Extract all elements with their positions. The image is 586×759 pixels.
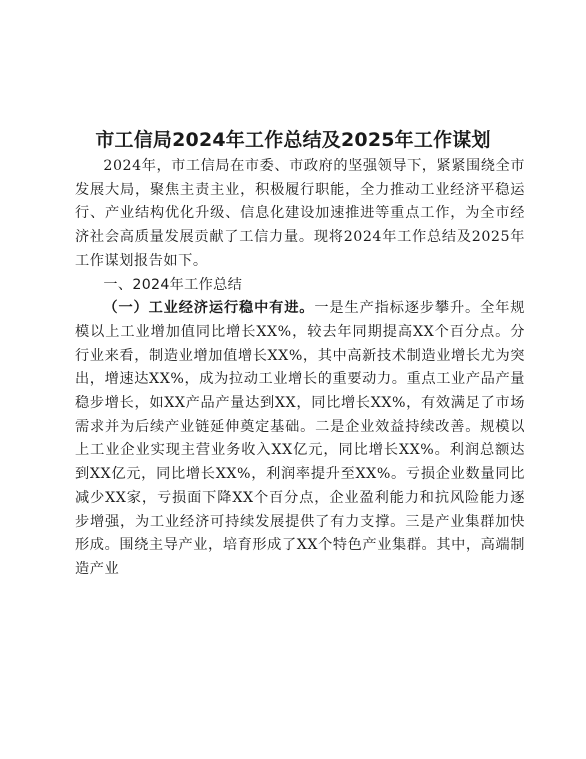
- document-title: 市工信局2024年工作总结及2025年工作谋划: [95, 129, 491, 151]
- intro-paragraph: 2024年，市工信局在市委、市政府的坚强领导下，紧紧围绕全市发展大局，聚焦主责主业，积极履行职能，全力推动工业经济平稳运行、产业结构优化升级、信息化建设加速推进等重点工作，为全市经济社会高质量发展贡献了工信力量。现将2024年工作总结及2025年工作谋划报告如下。: [75, 158, 525, 269]
- subsection-paragraph: [75, 297, 525, 581]
- document-body: [75, 155, 525, 582]
- section-heading: 一、2024年工作总结: [103, 276, 243, 293]
- subsection-lead: （一）工业经济运行稳中有进。: [103, 300, 315, 317]
- subsection-body: 一是生产指标逐步攀升。全年规模以上工业增加值同比增长XX%，较去年同期提高XX个百分点。分行业来看，制造业增加值增长XX%，其中高新技术制造业增长尤为突出，增速达XX%，成为拉动工业增长的重要动力。重点工业产品产量稳步增长，如XX产品产量达到XX，同比增长XX%，有效满足了市场需求并为后续产业链延伸奠定基础。二是企业效益持续改善。规模以上工业企业实现主营业务收入XX亿元，同比增长XX%。利润总额达到XX亿元，同比增长XX%，利润率提升至XX%。亏损企业数量同比减少XX家，亏损面下降XX个百分点，企业盈利能力和抗风险能力逐步增强，为工业经济可持续发展提供了有力支撑。三是产业集群加快形成。围绕主导产业，培育形成了XX个特色产业集群。其中，高端制造产业: [75, 300, 525, 577]
